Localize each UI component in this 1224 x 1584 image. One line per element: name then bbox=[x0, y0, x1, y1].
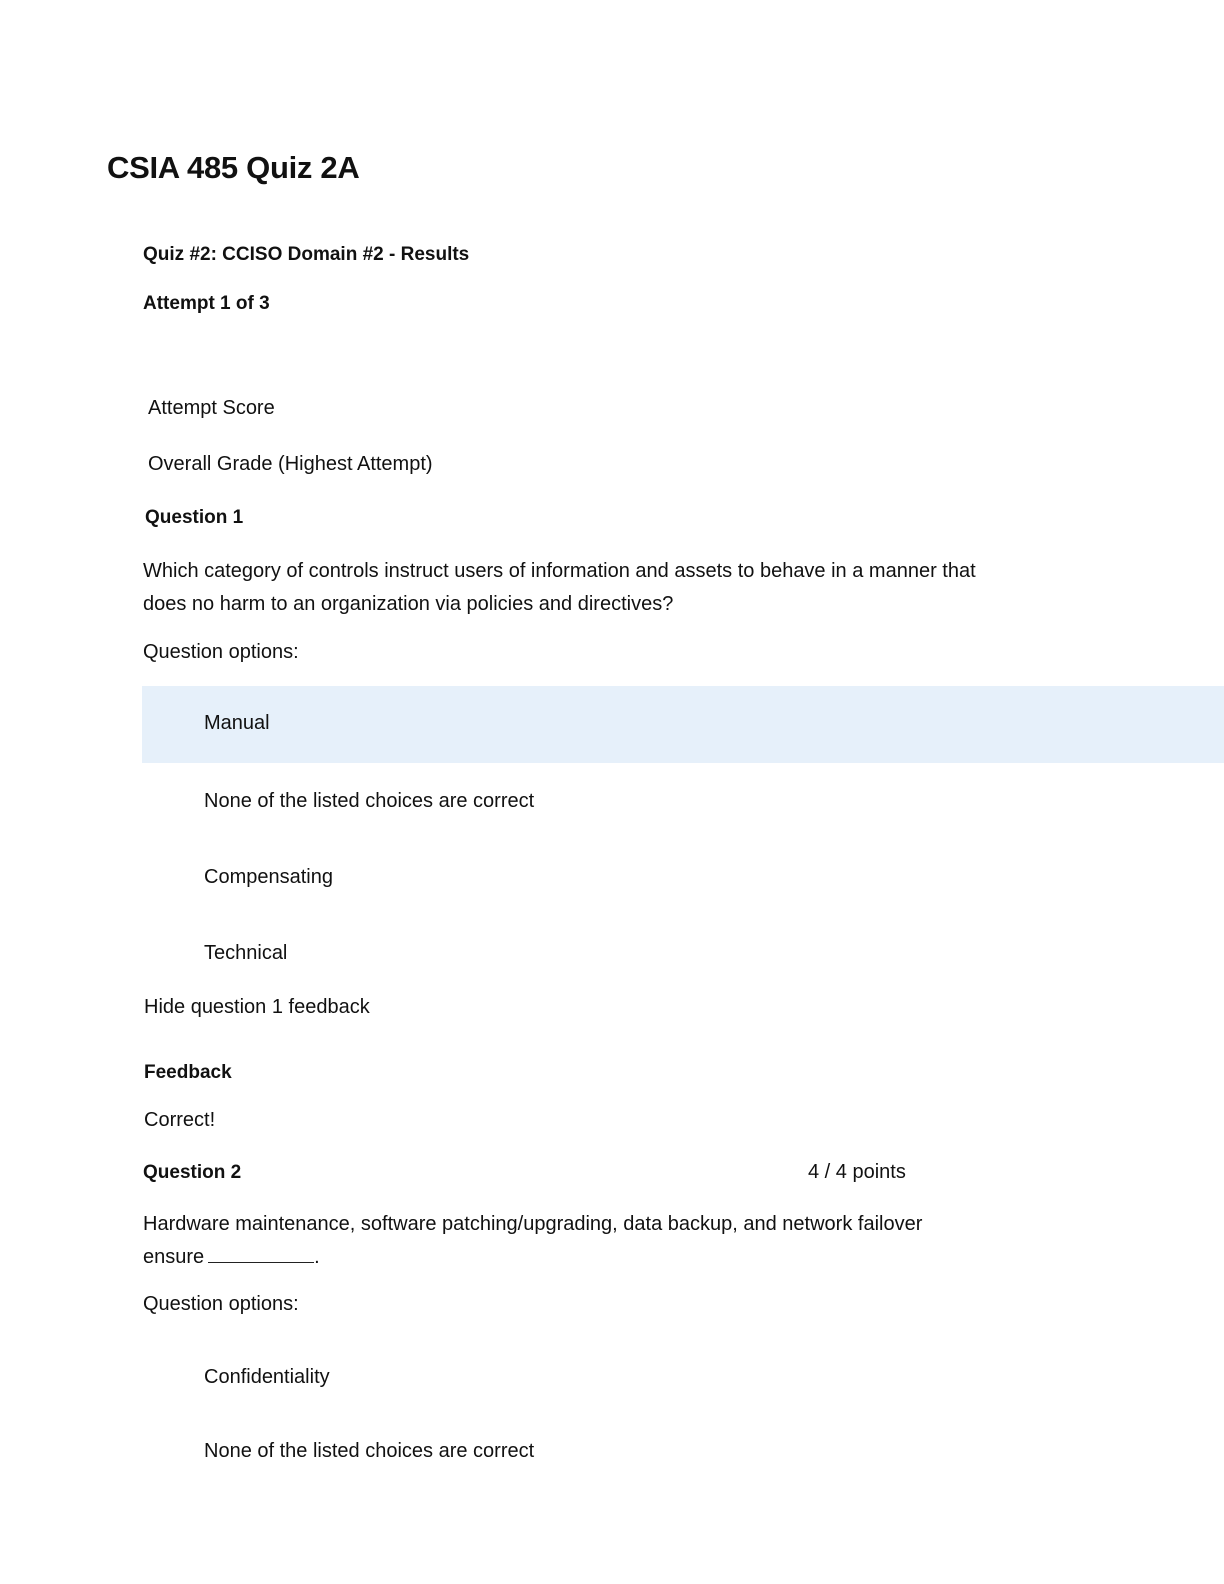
overall-grade-label: Overall Grade (Highest Attempt) bbox=[148, 453, 433, 475]
quiz-results-heading: Quiz #2: CCISO Domain #2 - Results bbox=[143, 244, 470, 265]
question-1-text-line-2: does no harm to an organization via policies and directives? bbox=[143, 593, 674, 615]
question-1-option-1[interactable]: Manual bbox=[204, 712, 270, 734]
question-1-option-4[interactable]: Technical bbox=[204, 942, 288, 964]
question-1-text-line-1: Which category of controls instruct users of information and assets to behave in a manner that bbox=[143, 560, 976, 582]
question-1-option-3[interactable]: Compensating bbox=[204, 866, 333, 888]
question-2-text-end: . bbox=[314, 1246, 320, 1268]
question-1-options-label: Question options: bbox=[143, 641, 299, 663]
feedback-heading: Feedback bbox=[144, 1062, 232, 1083]
question-2-text-line-1: Hardware maintenance, software patching/upgrading, data backup, and network failover bbox=[143, 1213, 923, 1235]
feedback-text: Correct! bbox=[144, 1109, 216, 1131]
document-title: CSIA 485 Quiz 2A bbox=[107, 150, 360, 185]
question-2-text-line-2-start: ensure bbox=[143, 1246, 205, 1268]
fill-in-blank bbox=[208, 1244, 314, 1263]
question-2-option-2[interactable]: None of the listed choices are correct bbox=[204, 1440, 535, 1462]
selected-option-highlight bbox=[142, 686, 1224, 763]
question-2-text bbox=[143, 1208, 1083, 1274]
question-1-text bbox=[143, 555, 1083, 621]
attempt-label: Attempt 1 of 3 bbox=[143, 293, 270, 314]
question-2-points: 4 / 4 points bbox=[808, 1161, 906, 1183]
hide-feedback-link[interactable]: Hide question 1 feedback bbox=[144, 996, 370, 1018]
question-1-label: Question 1 bbox=[145, 507, 244, 528]
question-2-text-line-2 bbox=[143, 1241, 1083, 1274]
attempt-score-label: Attempt Score bbox=[148, 397, 275, 419]
question-2-options-label: Question options: bbox=[143, 1293, 299, 1315]
question-2-option-1[interactable]: Confidentiality bbox=[204, 1366, 330, 1388]
question-1-option-2[interactable]: None of the listed choices are correct bbox=[204, 790, 535, 812]
question-2-label: Question 2 bbox=[143, 1162, 242, 1183]
